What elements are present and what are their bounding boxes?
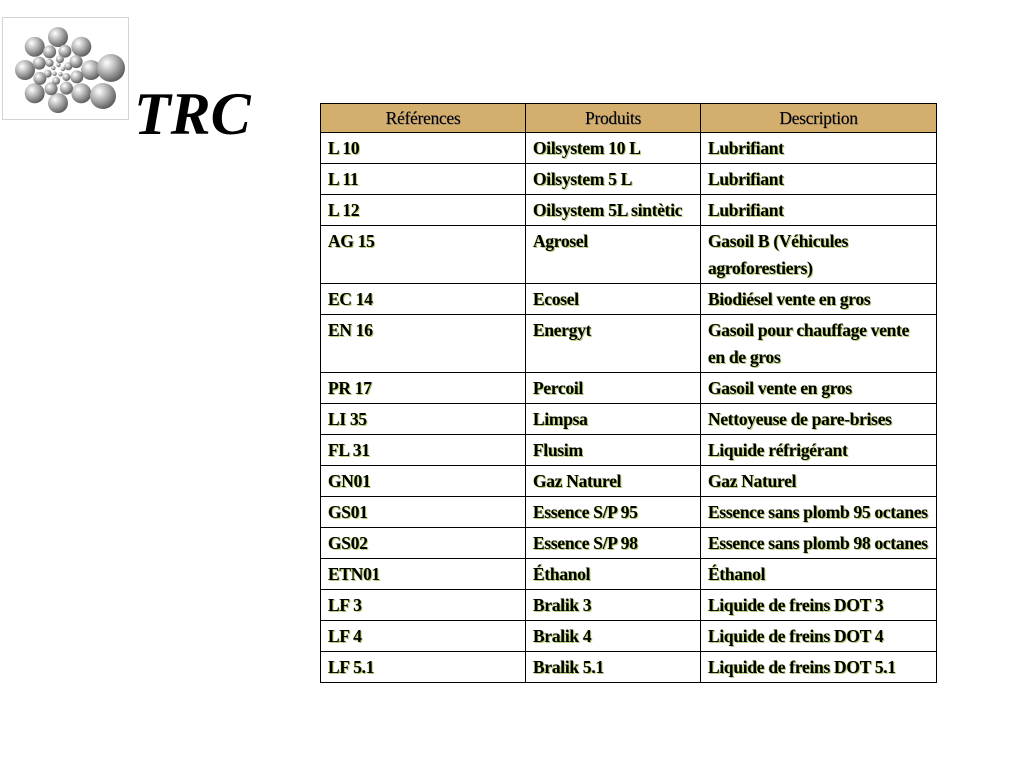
table-body — [321, 133, 937, 683]
description-cell: Lubrifiant — [701, 195, 937, 226]
table-header — [321, 104, 937, 133]
table-row — [321, 435, 937, 466]
table-row — [321, 404, 937, 435]
product-cell: Agrosel — [526, 226, 701, 284]
reference-cell: AG 15 — [321, 226, 526, 284]
products-table — [320, 103, 937, 683]
description-cell: Lubrifiant — [701, 164, 937, 195]
reference-cell: EC 14 — [321, 284, 526, 315]
description-cell: Gaz Naturel — [701, 466, 937, 497]
reference-cell: LI 35 — [321, 404, 526, 435]
reference-cell: GS01 — [321, 497, 526, 528]
column-header: Produits — [526, 104, 701, 133]
table-row — [321, 590, 937, 621]
table-row — [321, 497, 937, 528]
reference-cell: LF 4 — [321, 621, 526, 652]
reference-cell: L 10 — [321, 133, 526, 164]
table-row — [321, 373, 937, 404]
description-cell: Liquide réfrigérant — [701, 435, 937, 466]
description-cell: Gasoil B (Véhicules agroforestiers) — [701, 226, 937, 284]
description-cell: Liquide de freins DOT 3 — [701, 590, 937, 621]
reference-cell: L 12 — [321, 195, 526, 226]
table-row — [321, 621, 937, 652]
description-cell: Éthanol — [701, 559, 937, 590]
table-row — [321, 315, 937, 373]
description-cell: Gasoil pour chauffage vente en de gros — [701, 315, 937, 373]
reference-cell: LF 3 — [321, 590, 526, 621]
table-row — [321, 559, 937, 590]
product-cell: Oilsystem 5L sintètic — [526, 195, 701, 226]
table-row — [321, 528, 937, 559]
description-cell: Essence sans plomb 98 octanes — [701, 528, 937, 559]
product-cell: Percoil — [526, 373, 701, 404]
table-row — [321, 284, 937, 315]
table-row — [321, 195, 937, 226]
description-cell: Lubrifiant — [701, 133, 937, 164]
table-row — [321, 466, 937, 497]
description-cell: Gasoil vente en gros — [701, 373, 937, 404]
product-cell: Ecosel — [526, 284, 701, 315]
reference-cell: L 11 — [321, 164, 526, 195]
table-row — [321, 133, 937, 164]
description-cell: Liquide de freins DOT 5.1 — [701, 652, 937, 683]
product-cell: Oilsystem 10 L — [526, 133, 701, 164]
reference-cell: GS02 — [321, 528, 526, 559]
description-cell: Essence sans plomb 95 octanes — [701, 497, 937, 528]
reference-cell: LF 5.1 — [321, 652, 526, 683]
header-row — [321, 104, 937, 133]
reference-cell: EN 16 — [321, 315, 526, 373]
product-cell: Energyt — [526, 315, 701, 373]
table-row — [321, 652, 937, 683]
product-cell: Bralik 4 — [526, 621, 701, 652]
page-title: TRC — [134, 81, 251, 147]
table-row — [321, 226, 937, 284]
reference-cell: PR 17 — [321, 373, 526, 404]
description-cell: Nettoyeuse de pare-brises — [701, 404, 937, 435]
product-cell: Gaz Naturel — [526, 466, 701, 497]
product-cell: Limpsa — [526, 404, 701, 435]
column-header: Description — [701, 104, 937, 133]
table-row — [321, 164, 937, 195]
product-cell: Oilsystem 5 L — [526, 164, 701, 195]
description-cell: Biodiésel vente en gros — [701, 284, 937, 315]
product-cell: Bralik 3 — [526, 590, 701, 621]
description-cell: Liquide de freins DOT 4 — [701, 621, 937, 652]
spheres-logo-icon — [3, 18, 128, 119]
column-header: Références — [321, 104, 526, 133]
product-cell: Éthanol — [526, 559, 701, 590]
reference-cell: GN01 — [321, 466, 526, 497]
product-cell: Essence S/P 95 — [526, 497, 701, 528]
reference-cell: ETN01 — [321, 559, 526, 590]
company-logo — [2, 17, 129, 120]
product-cell: Flusim — [526, 435, 701, 466]
product-cell: Essence S/P 98 — [526, 528, 701, 559]
product-cell: Bralik 5.1 — [526, 652, 701, 683]
reference-cell: FL 31 — [321, 435, 526, 466]
